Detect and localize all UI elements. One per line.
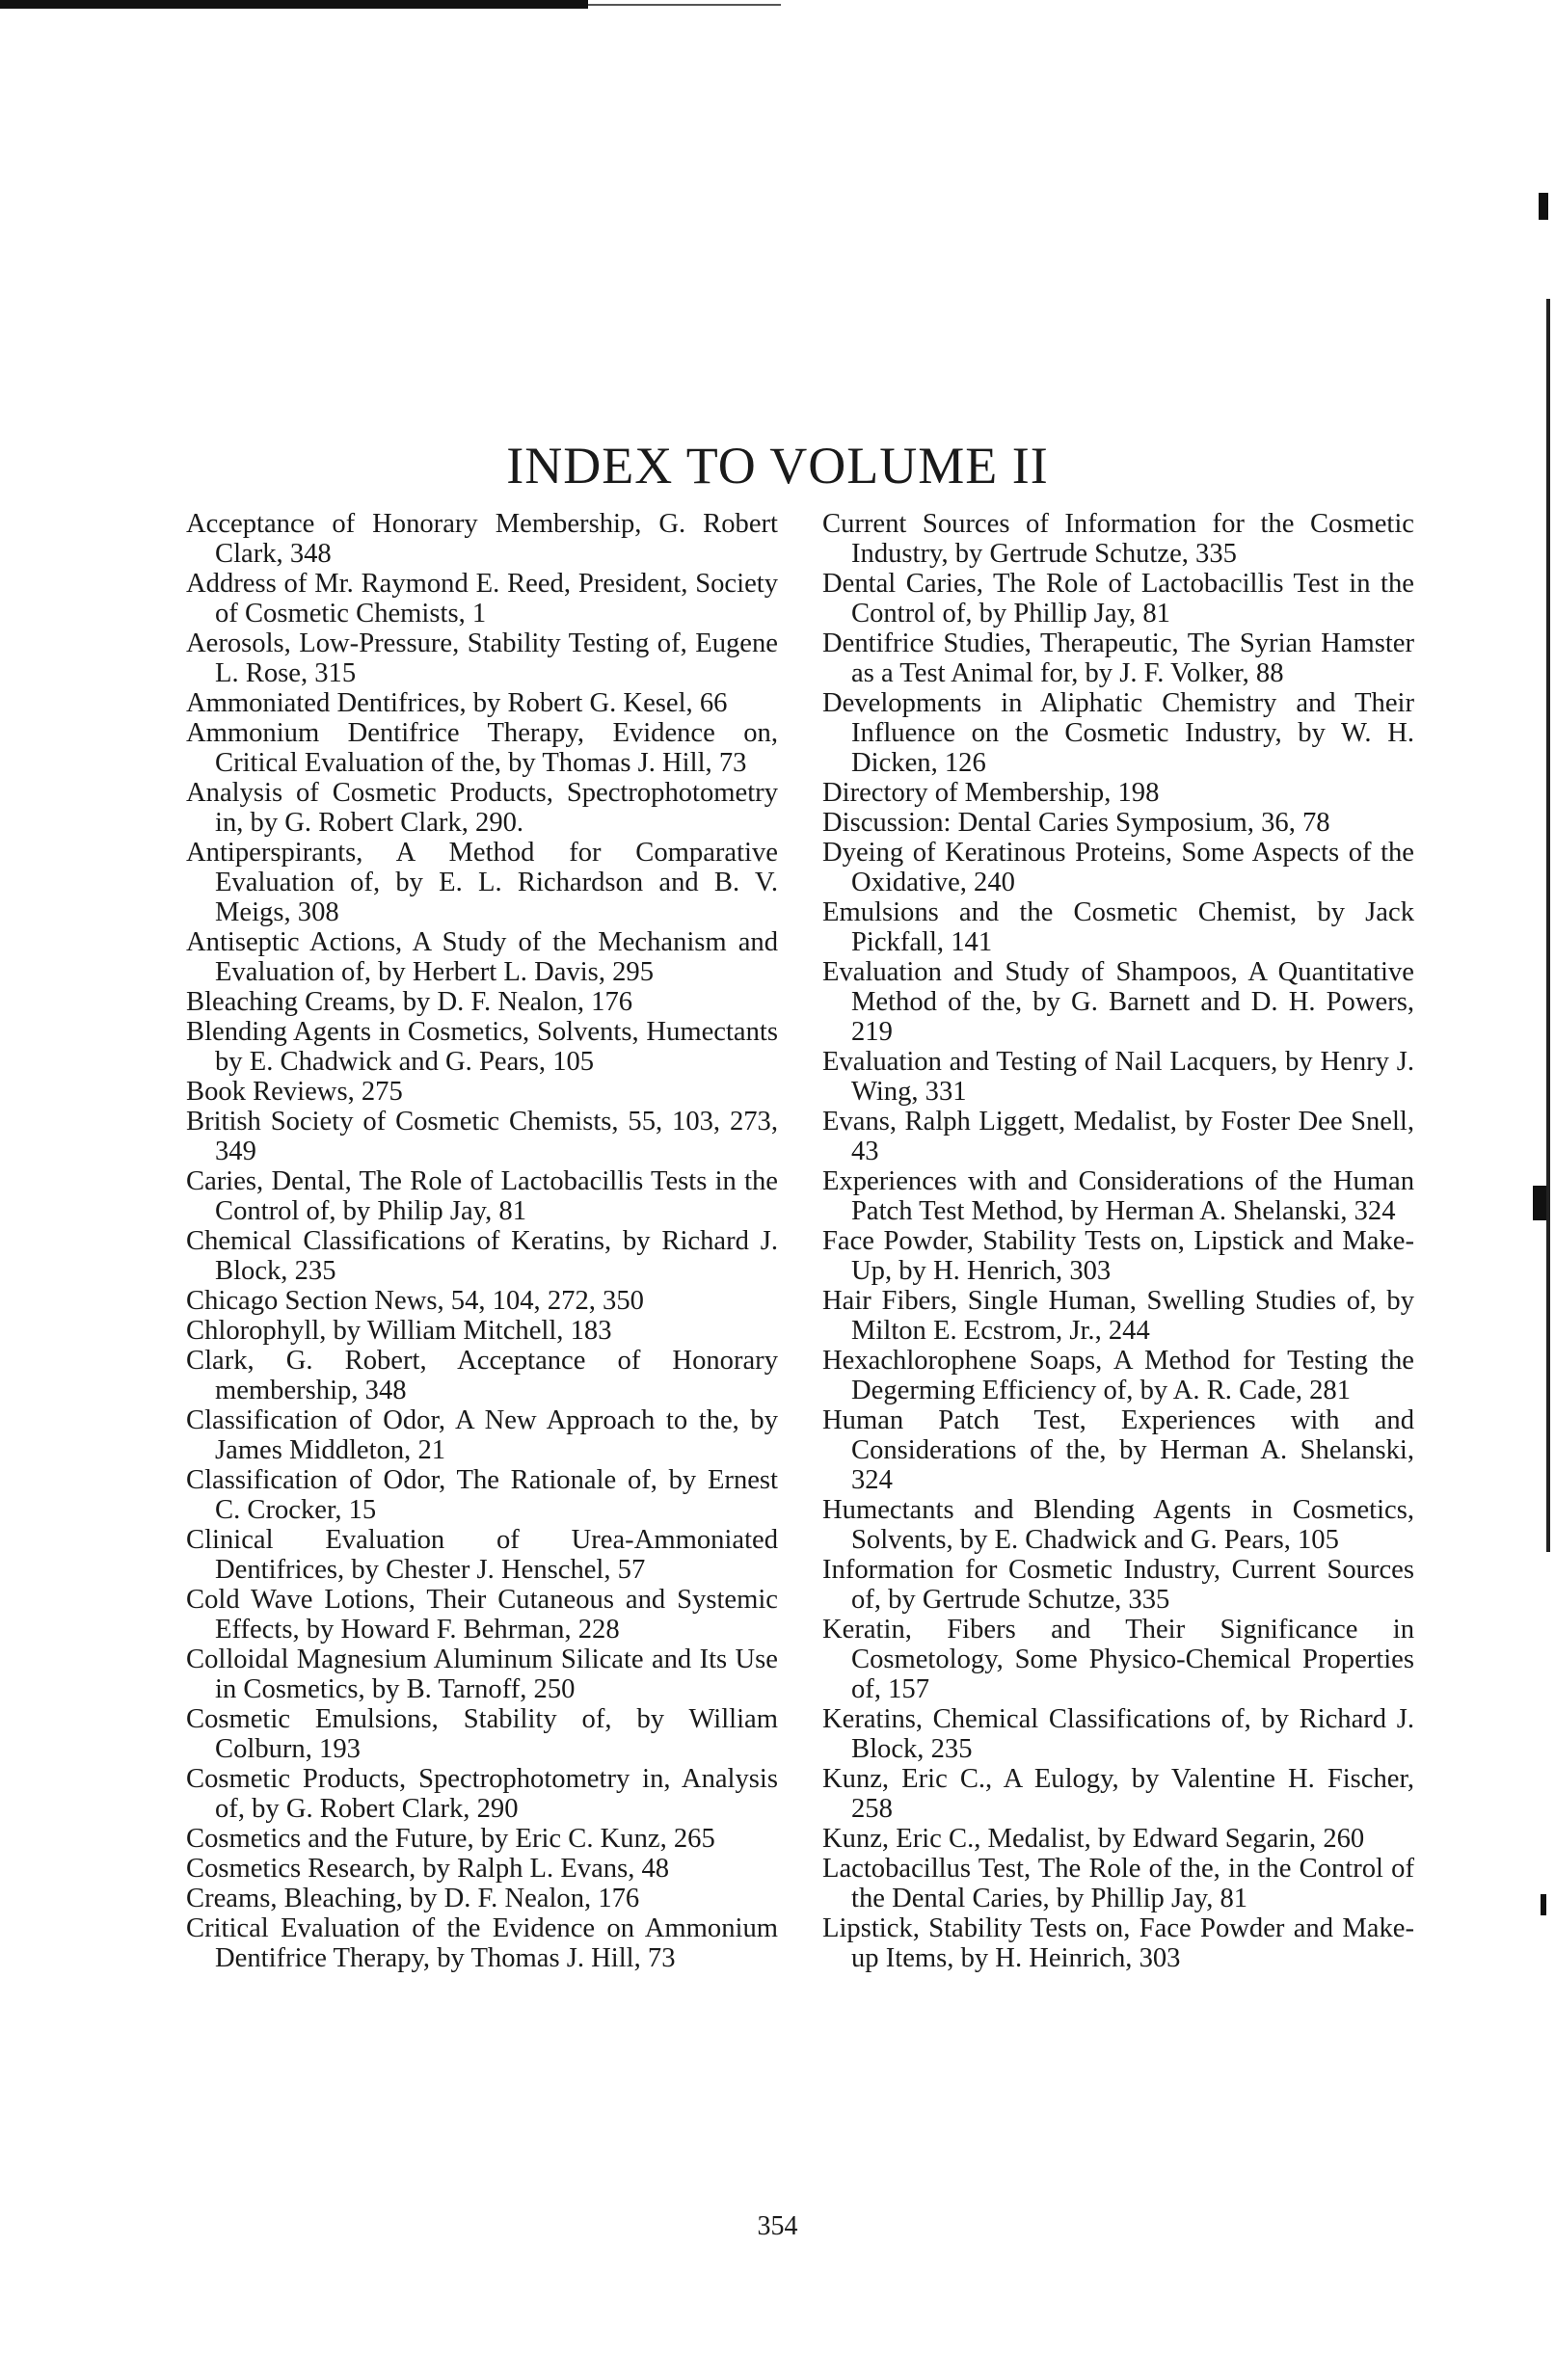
index-entry: Current Sources of Information for the Cosmetic Industry, by Gertrude Schutze, 335: [822, 509, 1414, 569]
index-entry: Clinical Evaluation of Urea-Ammoniated Dentifrices, by Chester J. Henschel, 57: [186, 1525, 778, 1585]
index-entry: Creams, Bleaching, by D. F. Nealon, 176: [186, 1884, 640, 1913]
index-entry: Clark, G. Robert, Acceptance of Honorary membership, 348: [186, 1346, 778, 1405]
index-entry: Directory of Membership, 198: [822, 778, 1160, 808]
index-entry: Keratins, Chemical Classifications of, by Richard J. Block, 235: [822, 1704, 1414, 1764]
top-rule: [0, 0, 588, 9]
index-entry: Bleaching Creams, by D. F. Nealon, 176: [186, 987, 633, 1017]
index-entry: Acceptance of Honorary Membership, G. Robert Clark, 348: [186, 509, 778, 569]
index-entry: Analysis of Cosmetic Products, Spectrophotometry in, by G. Robert Clark, 290.: [186, 778, 778, 838]
index-entry: Emulsions and the Cosmetic Chemist, by Jack Pickfall, 141: [822, 897, 1414, 957]
index-entry: Kunz, Eric C., Medalist, by Edward Segarin, 260: [822, 1824, 1365, 1854]
index-entry: Antiseptic Actions, A Study of the Mechanism and Evaluation of, by Herbert L. Davis, 295: [186, 927, 778, 987]
index-entry: Chlorophyll, by William Mitchell, 183: [186, 1316, 612, 1346]
index-entry: Antiperspirants, A Method for Comparative Evaluation of, by E. L. Richardson and B. V. Meigs, 308: [186, 838, 778, 927]
index-entry: Blending Agents in Cosmetics, Solvents, Humectants by E. Chadwick and G. Pears, 105: [186, 1017, 778, 1077]
index-entry: Evaluation and Study of Shampoos, A Quantitative Method of the, by G. Barnett and D. H. Powers, 219: [822, 957, 1414, 1047]
scan-edge-mark: [1539, 193, 1548, 220]
scan-edge-mark: [1533, 1186, 1546, 1220]
index-entry: Hexachlorophene Soaps, A Method for Testing the Degerming Efficiency of, by A. R. Cade, 281: [822, 1346, 1414, 1405]
index-entry: Critical Evaluation of the Evidence on Ammonium Dentifrice Therapy, by Thomas J. Hill, 73: [186, 1913, 778, 1973]
index-entry: Aerosols, Low-Pressure, Stability Testing of, Eugene L. Rose, 315: [186, 628, 778, 688]
index-entry: Keratin, Fibers and Their Significance in Cosmetology, Some Physico-Chemical Properties of, 157: [822, 1615, 1414, 1704]
index-entry: Hair Fibers, Single Human, Swelling Studies of, by Milton E. Ecstrom, Jr., 244: [822, 1286, 1414, 1346]
index-entry: Cosmetic Products, Spectrophotometry in, Analysis of, by G. Robert Clark, 290: [186, 1764, 778, 1824]
index-entry: Humectants and Blending Agents in Cosmetics, Solvents, by E. Chadwick and G. Pears, 105: [822, 1495, 1414, 1555]
index-entry: Experiences with and Considerations of the Human Patch Test Method, by Herman A. Shelanski, 324: [822, 1166, 1414, 1226]
index-entry: Cold Wave Lotions, Their Cutaneous and Systemic Effects, by Howard F. Behrman, 228: [186, 1585, 778, 1645]
index-entry: Face Powder, Stability Tests on, Lipstick and Make-Up, by H. Henrich, 303: [822, 1226, 1414, 1286]
index-entry: Dentifrice Studies, Therapeutic, The Syrian Hamster as a Test Animal for, by J. F. Volker, 88: [822, 628, 1414, 688]
right-index-column: [822, 509, 1414, 1973]
index-entry: Human Patch Test, Experiences with and Considerations of the, by Herman A. Shelanski, 324: [822, 1405, 1414, 1495]
top-rule-thin: [588, 4, 781, 6]
index-entry: Information for Cosmetic Industry, Current Sources of, by Gertrude Schutze, 335: [822, 1555, 1414, 1615]
index-entry: Chemical Classifications of Keratins, by Richard J. Block, 235: [186, 1226, 778, 1286]
index-entry: Book Reviews, 275: [186, 1077, 403, 1107]
index-entry: Classification of Odor, A New Approach to the, by James Middleton, 21: [186, 1405, 778, 1465]
index-entry: British Society of Cosmetic Chemists, 55, 103, 273, 349: [186, 1107, 778, 1166]
index-entry: Address of Mr. Raymond E. Reed, President, Society of Cosmetic Chemists, 1: [186, 569, 778, 628]
index-entry: Caries, Dental, The Role of Lactobacillis Tests in the Control of, by Philip Jay, 81: [186, 1166, 778, 1226]
index-entry: Dental Caries, The Role of Lactobacillis Test in the Control of, by Phillip Jay, 81: [822, 569, 1414, 628]
left-index-column: [186, 509, 778, 1973]
index-entry: Lactobacillus Test, The Role of the, in the Control of the Dental Caries, by Phillip Jay, 81: [822, 1854, 1414, 1913]
index-entry: Dyeing of Keratinous Proteins, Some Aspects of the Oxidative, 240: [822, 838, 1414, 897]
index-entry: Classification of Odor, The Rationale of, by Ernest C. Crocker, 15: [186, 1465, 778, 1525]
index-entry: Evans, Ralph Liggett, Medalist, by Foster Dee Snell, 43: [822, 1107, 1414, 1166]
index-entry: Chicago Section News, 54, 104, 272, 350: [186, 1286, 644, 1316]
scan-edge-mark: [1541, 1894, 1546, 1915]
index-entry: Cosmetics Research, by Ralph L. Evans, 48: [186, 1854, 670, 1884]
index-entry: Kunz, Eric C., A Eulogy, by Valentine H. Fischer, 258: [822, 1764, 1414, 1824]
index-entry: Lipstick, Stability Tests on, Face Powder and Make-up Items, by H. Heinrich, 303: [822, 1913, 1414, 1973]
index-entry: Ammonium Dentifrice Therapy, Evidence on, Critical Evaluation of the, by Thomas J. Hill, 73: [186, 718, 778, 778]
index-entry: Cosmetic Emulsions, Stability of, by William Colburn, 193: [186, 1704, 778, 1764]
index-entry: Cosmetics and the Future, by Eric C. Kunz, 265: [186, 1824, 715, 1854]
index-entry: Ammoniated Dentifrices, by Robert G. Kesel, 66: [186, 688, 728, 718]
index-entry: Colloidal Magnesium Aluminum Silicate and Its Use in Cosmetics, by B. Tarnoff, 250: [186, 1645, 778, 1704]
index-entry: Evaluation and Testing of Nail Lacquers, by Henry J. Wing, 331: [822, 1047, 1414, 1107]
index-entry: Developments in Aliphatic Chemistry and Their Influence on the Cosmetic Industry, by W. H. Dicken, 126: [822, 688, 1414, 778]
page-number: 354: [757, 2211, 798, 2241]
page-title: INDEX TO VOLUME II: [506, 437, 1049, 495]
index-entry: Discussion: Dental Caries Symposium, 36, 78: [822, 808, 1330, 838]
